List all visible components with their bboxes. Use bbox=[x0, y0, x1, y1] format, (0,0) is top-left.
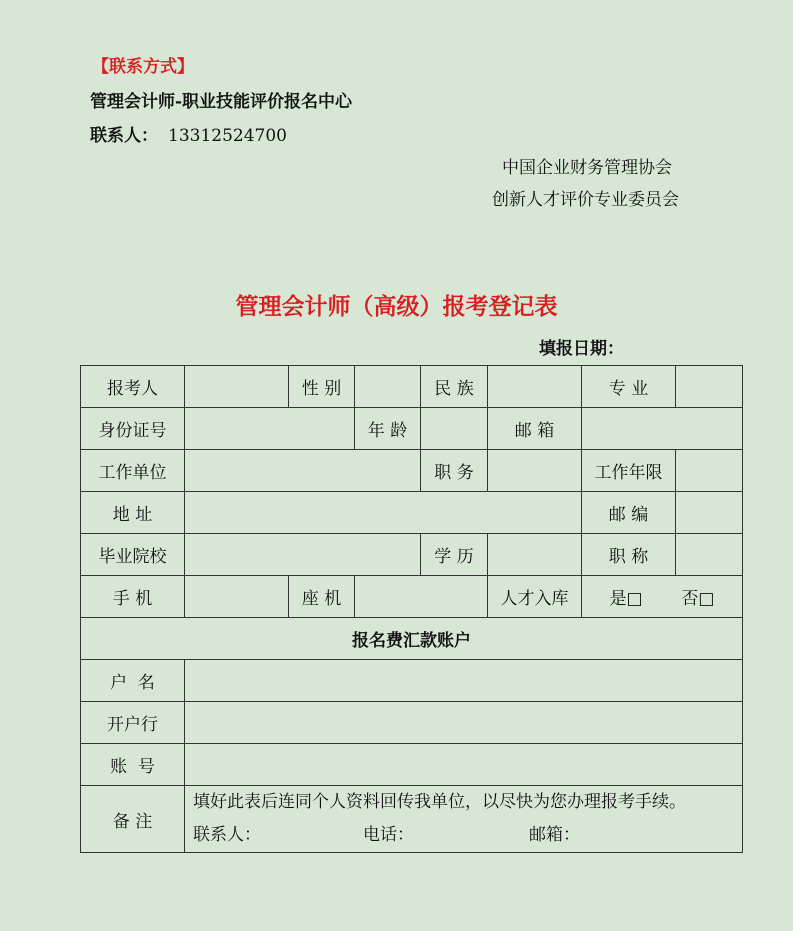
applicant-field[interactable] bbox=[185, 366, 289, 408]
fee-account-header: 报名费汇款账户 bbox=[81, 618, 743, 660]
account-number-field[interactable] bbox=[185, 744, 743, 786]
ethnicity-field[interactable] bbox=[488, 366, 582, 408]
email-field[interactable] bbox=[582, 408, 743, 450]
form-title: 管理会计师（高级）报考登记表 bbox=[235, 293, 558, 320]
organizer-line1: 中国企业财务管理协会 bbox=[502, 158, 672, 178]
table-row bbox=[81, 450, 743, 492]
id-number-field[interactable] bbox=[185, 408, 355, 450]
label-gender: 性 别 bbox=[289, 366, 355, 408]
table-row bbox=[81, 618, 743, 660]
table-row bbox=[81, 576, 743, 618]
title-rank-field[interactable] bbox=[676, 534, 743, 576]
table-row bbox=[81, 660, 743, 702]
label-postcode: 邮 编 bbox=[582, 492, 676, 534]
remarks-contact-label: 联系人： bbox=[193, 825, 261, 845]
mobile-field[interactable] bbox=[185, 576, 289, 618]
remarks-contact-line bbox=[193, 819, 742, 852]
yes-checkbox[interactable]: 是□ bbox=[609, 589, 643, 609]
label-major: 专 业 bbox=[582, 366, 676, 408]
education-field[interactable] bbox=[488, 534, 582, 576]
account-name-field[interactable] bbox=[185, 660, 743, 702]
label-remarks: 备 注 bbox=[81, 786, 185, 853]
registration-table bbox=[80, 365, 743, 853]
contact-person bbox=[90, 121, 287, 146]
remarks-email-label: 邮箱： bbox=[529, 825, 580, 845]
address-field[interactable] bbox=[185, 492, 582, 534]
label-email: 邮 箱 bbox=[488, 408, 582, 450]
gender-field[interactable] bbox=[355, 366, 421, 408]
label-account-number: 账 号 bbox=[81, 744, 185, 786]
label-education: 学 历 bbox=[421, 534, 488, 576]
label-landline: 座 机 bbox=[289, 576, 355, 618]
label-ethnicity: 民 族 bbox=[421, 366, 488, 408]
talent-pool-options bbox=[582, 576, 743, 618]
table-row bbox=[81, 744, 743, 786]
postcode-field[interactable] bbox=[676, 492, 743, 534]
bank-field[interactable] bbox=[185, 702, 743, 744]
position-field[interactable] bbox=[488, 450, 582, 492]
employer-field[interactable] bbox=[185, 450, 421, 492]
table-row bbox=[81, 702, 743, 744]
label-address: 地 址 bbox=[81, 492, 185, 534]
contact-phone: 13312524700 bbox=[168, 126, 287, 146]
label-position: 职 务 bbox=[421, 450, 488, 492]
label-age: 年 龄 bbox=[355, 408, 421, 450]
label-title-rank: 职 称 bbox=[582, 534, 676, 576]
label-id-number: 身份证号 bbox=[81, 408, 185, 450]
school-field[interactable] bbox=[185, 534, 421, 576]
label-talent-pool: 人才入库 bbox=[488, 576, 582, 618]
age-field[interactable] bbox=[421, 408, 488, 450]
label-employer: 工作单位 bbox=[81, 450, 185, 492]
landline-field[interactable] bbox=[355, 576, 488, 618]
remarks-phone-label: 电话： bbox=[363, 825, 414, 845]
major-field[interactable] bbox=[676, 366, 743, 408]
table-row bbox=[81, 408, 743, 450]
label-mobile: 手 机 bbox=[81, 576, 185, 618]
contact-heading: 【联系方式】 bbox=[92, 57, 194, 77]
table-row bbox=[81, 786, 743, 853]
work-years-field[interactable] bbox=[676, 450, 743, 492]
contact-person-label: 联系人： bbox=[90, 126, 158, 146]
table-row bbox=[81, 366, 743, 408]
fill-date-label: 填报日期： bbox=[539, 339, 624, 359]
remarks-text: 填好此表后连同个人资料回传我单位，以尽快为您办理报考手续。 bbox=[193, 792, 686, 812]
table-row bbox=[81, 534, 743, 576]
label-work-years: 工作年限 bbox=[582, 450, 676, 492]
label-bank: 开户行 bbox=[81, 702, 185, 744]
no-checkbox[interactable]: 否□ bbox=[681, 589, 715, 609]
remarks-cell bbox=[185, 786, 743, 853]
table-row bbox=[81, 492, 743, 534]
center-name: 管理会计师-职业技能评价报名中心 bbox=[90, 92, 353, 112]
organizer-line2: 创新人才评价专业委员会 bbox=[492, 190, 679, 210]
label-account-name: 户 名 bbox=[81, 660, 185, 702]
label-applicant: 报考人 bbox=[81, 366, 185, 408]
label-school: 毕业院校 bbox=[81, 534, 185, 576]
